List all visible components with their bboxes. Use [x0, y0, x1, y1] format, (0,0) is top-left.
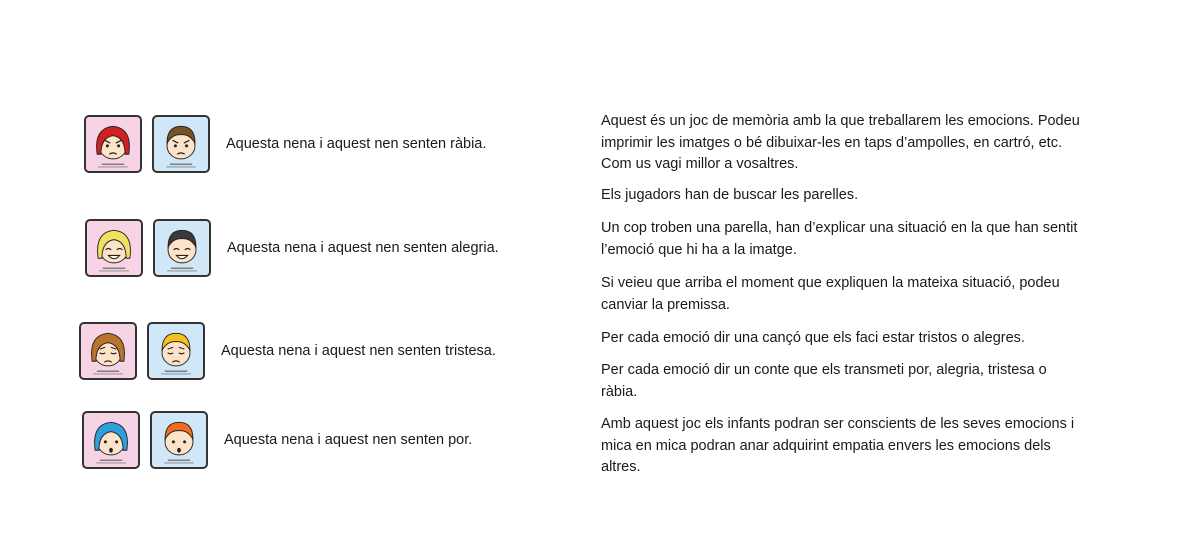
girl-card: [84, 115, 142, 173]
emotion-caption: Aquesta nena i aquest nen senten por.: [224, 432, 473, 448]
boy-card: [153, 219, 211, 277]
emotion-row-sadness: [79, 319, 496, 383]
instruction-paragraph: Per cada emoció dir un conte que els transmeti por, alegria, tristesa o ràbia.: [601, 362, 1047, 400]
scared-girl-face-icon: [84, 413, 138, 467]
girl-card: [79, 322, 137, 380]
sad-boy-face-icon: [149, 324, 203, 378]
emotion-row-fear: [82, 408, 472, 472]
girl-card: [85, 219, 143, 277]
happy-boy-face-icon: [155, 221, 209, 275]
scared-boy-face-icon: [152, 413, 206, 467]
emotion-caption: Aquesta nena i aquest nen senten ràbia.: [226, 136, 487, 152]
girl-card: [82, 411, 140, 469]
angry-boy-face-icon: [154, 117, 208, 171]
instruction-paragraph: Si veieu que arriba el moment que expliquen la mateixa situació, podeu canviar la premissa.: [601, 275, 1060, 313]
emotion-caption: Aquesta nena i aquest nen senten tristesa.: [221, 343, 496, 359]
emotion-row-anger: [84, 112, 486, 176]
instruction-paragraph: Aquest és un joc de memòria amb la que treballarem les emocions. Podeu imprimir les imatges o bé dibuixar-les en taps d’ampolles, en cartró, etc. Com us vagi millor a vosaltres.: [601, 113, 1080, 172]
happy-girl-face-icon: [87, 221, 141, 275]
emotion-row-joy: [85, 216, 499, 280]
boy-card: [147, 322, 205, 380]
angry-girl-face-icon: [86, 117, 140, 171]
boy-card: [150, 411, 208, 469]
boy-card: [152, 115, 210, 173]
sad-girl-face-icon: [81, 324, 135, 378]
instruction-paragraph: Un cop troben una parella, han d’explicar una situació en la que han sentit l’emoció que hi ha a la imatge.: [601, 220, 1078, 258]
emotion-caption: Aquesta nena i aquest nen senten alegria.: [227, 240, 499, 256]
instruction-paragraph: Per cada emoció dir una cançó que els faci estar tristos o alegres.: [601, 330, 1025, 346]
instruction-paragraph: Amb aquest joc els infants podran ser conscients de les seves emocions i mica en mica podran anar adquirint empatia envers les emocions dels altres.: [601, 416, 1075, 475]
instruction-paragraph: Els jugadors han de buscar les parelles.: [601, 187, 859, 203]
